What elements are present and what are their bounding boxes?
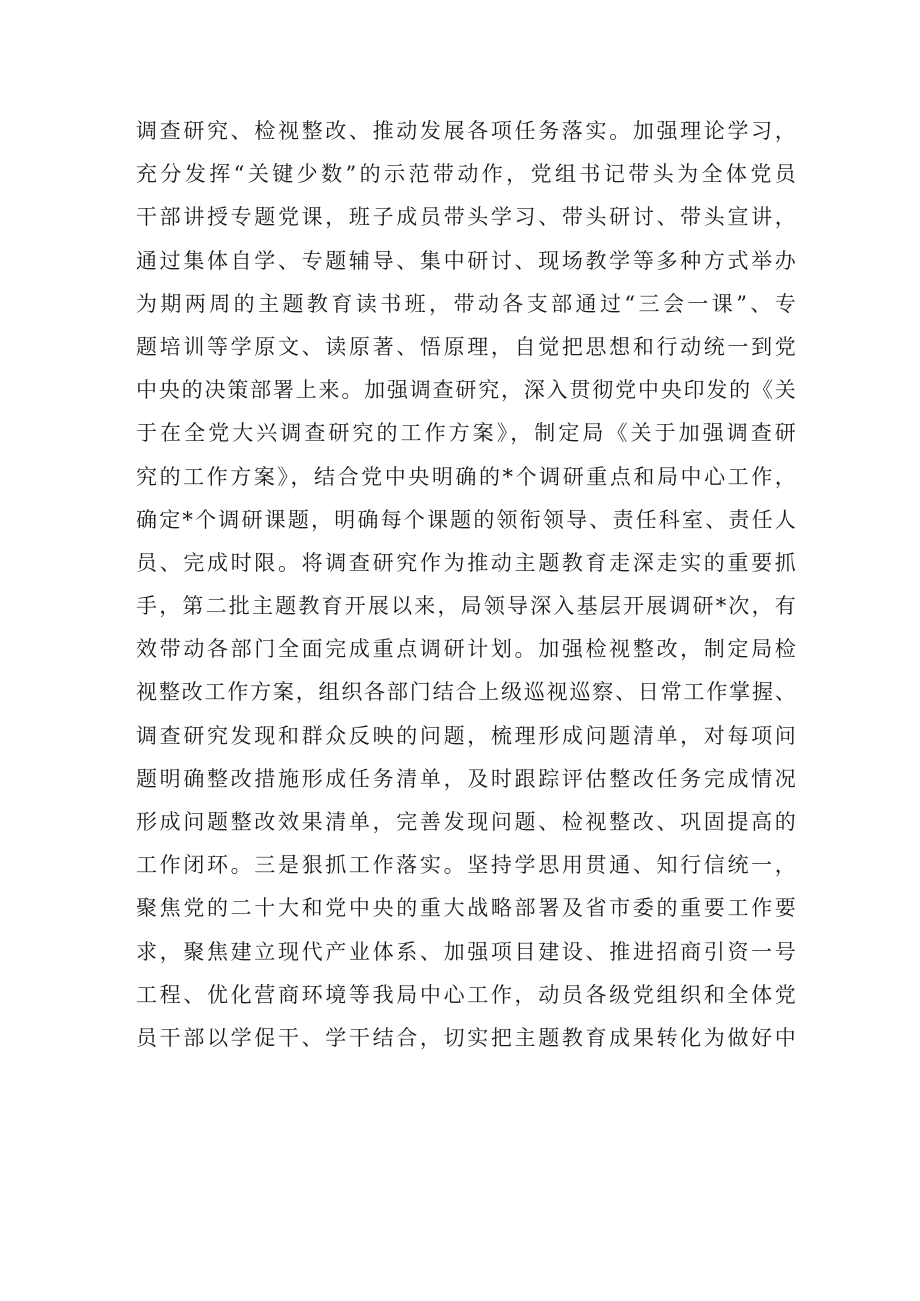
- text-line-11: 员、完成时限。将调查研究作为推动主题教育走深走实的重要抓: [136, 550, 796, 575]
- text-line-15: 调查研究发现和群众反映的问题，梳理形成问题清单，对每项问: [136, 723, 796, 748]
- text-line-14: 视整改工作方案，组织各部门结合上级巡视巡察、日常工作掌握、: [136, 680, 796, 705]
- text-line-5: 为期两周的主题教育读书班，带动各支部通过“三会一课”、专: [136, 291, 796, 316]
- text-line-9: 究的工作方案》，结合党中央明确的*个调研重点和局中心工作，: [136, 464, 796, 489]
- text-line-7: 中央的决策部署上来。加强调查研究，深入贯彻党中央印发的《关: [136, 378, 796, 403]
- text-line-12: 手，第二批主题教育开展以来，局领导深入基层开展调研*次，有: [136, 594, 796, 619]
- text-line-6: 题培训等学原文、读原著、悟原理，自觉把思想和行动统一到党: [136, 334, 796, 359]
- text-line-1: 调查研究、检视整改、推动发展各项任务落实。加强理论学习，: [136, 119, 796, 143]
- text-line-13: 效带动各部门全面完成重点调研计划。加强检视整改，制定局检: [136, 637, 796, 662]
- text-line-3: 干部讲授专题党课，班子成员带头学习、带头研讨、带头宣讲，: [136, 205, 796, 230]
- text-line-22: 员干部以学促干、学干结合，切实把主题教育成果转化为做好中: [136, 1025, 796, 1050]
- text-line-10: 确定*个调研课题，明确每个课题的领衔领导、责任科室、责任人: [136, 507, 796, 532]
- text-line-20: 求，聚焦建立现代产业体系、加强项目建设、推进招商引资一号: [136, 939, 796, 964]
- text-line-21: 工程、优化营商环境等我局中心工作，动员各级党组织和全体党: [136, 982, 796, 1007]
- body-paragraph: [136, 110, 796, 1060]
- text-line-4: 通过集体自学、专题辅导、集中研讨、现场教学等多种方式举办: [136, 248, 796, 273]
- text-line-16: 题明确整改措施形成任务清单，及时跟踪评估整改任务完成情况: [136, 766, 796, 791]
- text-line-2: 充分发挥“关键少数”的示范带动作，党组书记带头为全体党员: [136, 162, 796, 187]
- text-line-17: 形成问题整改效果清单，完善发现问题、检视整改、巩固提高的: [136, 810, 796, 834]
- text-line-8: 于在全党大兴调查研究的工作方案》，制定局《关于加强调查研: [136, 421, 796, 446]
- text-line-18: 工作闭环。三是狠抓工作落实。坚持学思用贯通、知行信统一，: [136, 853, 796, 878]
- text-line-19: 聚焦党的二十大和党中央的重大战略部署及省市委的重要工作要: [136, 896, 796, 921]
